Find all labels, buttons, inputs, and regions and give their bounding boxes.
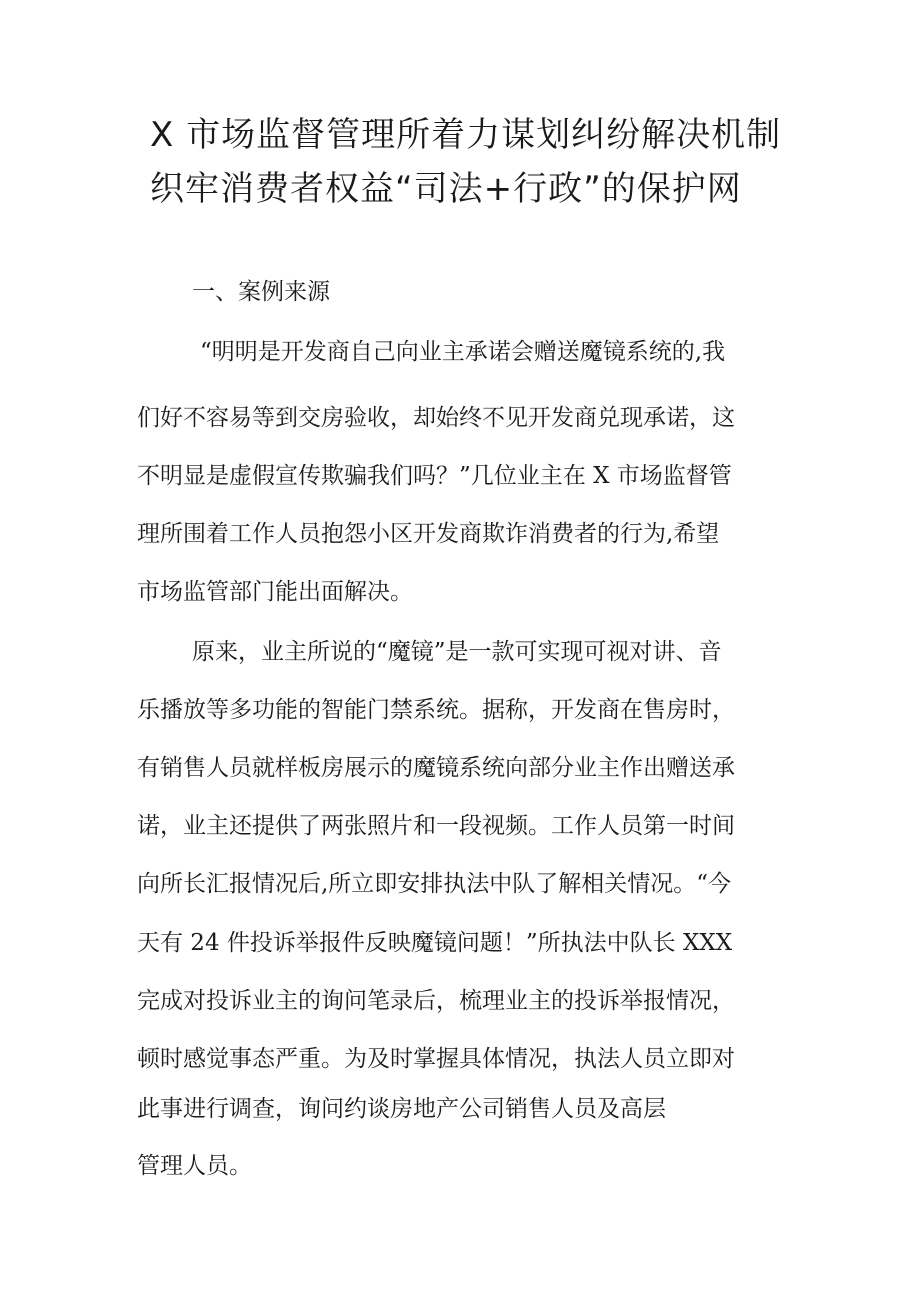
body-line: 们好不容易等到交房验收，却始终不见开发商兑现承诺，这: [137, 405, 735, 431]
body-line: 原来，业主所说的“魔镜”是一款可实现可视对讲、音: [192, 639, 722, 665]
body-line: 完成对投诉业主的询问笔录后，梳理业主的投诉举报情况，: [137, 988, 735, 1014]
body-line: “明明是开发商自己向业主承诺会赠送魔镜系统的,我: [200, 339, 726, 365]
body-line: 向所长汇报情况后,所立即安排执法中队了解相关情况。“今: [137, 871, 732, 897]
body-line: 市场监管部门能出面解决。: [137, 579, 413, 605]
document-title: [150, 108, 790, 216]
body-line: 天有 24 件投诉举报件反映魔镜问题！”所执法中队长 XXX: [137, 930, 733, 956]
title-line-2: 织牢消费者权益“司法+行政”的保护网: [150, 169, 742, 209]
body-line: 有销售人员就样板房展示的魔镜系统向部分业主作出赠送承: [137, 755, 735, 781]
body-line: 顿时感觉事态严重。为及时掌握具体情况，执法人员立即对: [137, 1046, 735, 1072]
body-line: 不明显是虚假宣传欺骗我们吗？”几位业主在 X 市场监督管: [137, 463, 732, 489]
section-heading: 一、案例来源: [192, 279, 330, 305]
body-line: 理所围着工作人员抱怨小区开发商欺诈消费者的行为,希望: [137, 521, 720, 547]
body-line: 诺，业主还提供了两张照片和一段视频。工作人员第一时间: [137, 813, 735, 839]
body-line: 此事进行调查，询问约谈房地产公司销售人员及高层: [137, 1096, 666, 1122]
body-line: 乐播放等多功能的智能门禁系统。据称，开发商在售房时，: [137, 697, 735, 723]
title-line-1: X 市场监督管理所着力谋划纠纷解决机制: [150, 115, 782, 155]
body-line: 管理人员。: [137, 1153, 252, 1179]
